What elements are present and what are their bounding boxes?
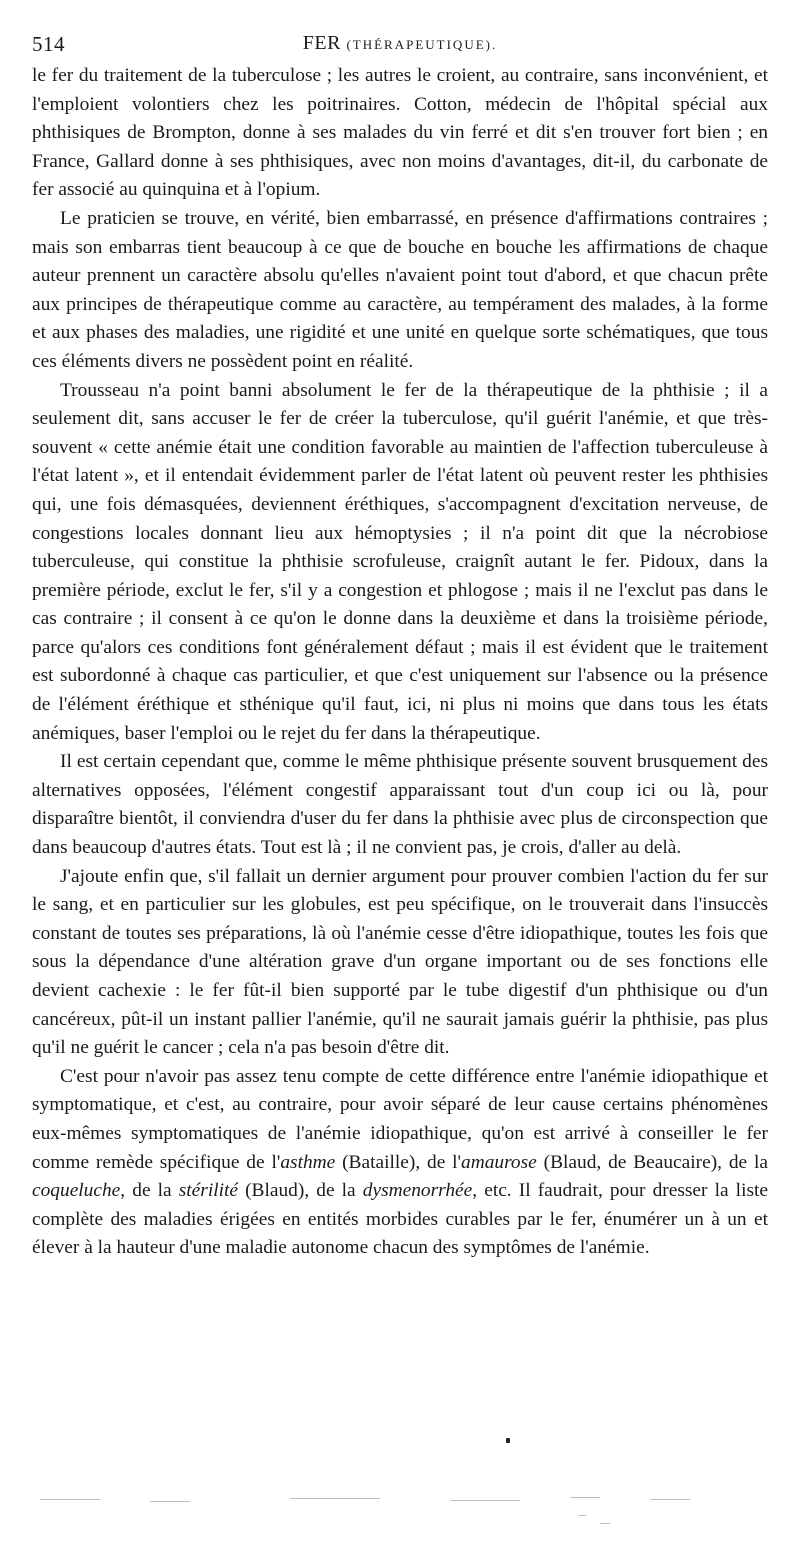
paragraph-6-text-c: (Blaud, de Beaucaire), de la — [536, 1151, 768, 1173]
paragraph-3: Trousseau n'a point banni absolument le fer de la thérapeutique de la phthisie ; il a seulement dit, sans accuser le fer de créer la tuberculose, qu'il guérit l'anémie, et que très-souvent « cette anémie était une condition favorable au maintien de l'affection tuberculeuse à l'état latent », et il entendait évidemment parler de l'état latent où peuvent rester les phthisies qui, une fois démasquées, deviennent éréthiques, s'accompagnent d'excitation nerveuse, de congestions locales donnant lieu aux hémoptysies ; il n'a point dit que la nécrobiose tuberculeuse, qui constitue la phthisie scrofuleuse, craignît autant le fer. Pidoux, dans la première période, exclut le fer, s'il y a congestion et phlogose ; mais il ne l'exclut pas dans le cas contraire ; il consent à ce qu'on le donne dans la deuxième et dans la troisième période, parce qu'alors ces conditions font généralement défaut ; mais il est évident que le traitement est subordonné à chaque cas particulier, et que c'est uniquement sur l'absence ou la présence de l'élément éréthique et sthénique qu'il faut, ici, ni plus ni moins que dans tous les états anémiques, baser l'emploi ou le rejet du fer dans la thérapeutique. — [32, 379, 768, 744]
paragraph-4: Il est certain cependant que, comme le même phthisique présente souvent brusquement des alternatives opposées, l'élément congestif apparaissant tout d'un coup ici ou là, pour disparaître bientôt, il conviendra d'user du fer dans la phthisie avec plus de circonspection que dans beaucoup d'autres états. Tout est là ; il ne convient pas, je crois, d'aller au delà. — [32, 751, 768, 859]
paragraph-6-text-b: (Bataille), de l' — [335, 1151, 462, 1173]
running-title-sub: (THÉRAPEUTIQUE). — [346, 37, 498, 52]
page-number: 514 — [32, 32, 65, 56]
term-dysmenorrhee: dysmenorrhée — [362, 1180, 473, 1202]
term-asthme: asthme — [280, 1151, 336, 1173]
paragraph-6-text-f: , etc. Il faudrait, pour dresser la liste complète des maladies érigées en entités morbides curables par le fer, énumérer un à un et élever à la hauteur d'une maladie autonome chacun des symptômes de l'anémie. — [32, 1180, 768, 1259]
scan-speck — [506, 1438, 510, 1443]
term-coqueluche: coqueluche — [32, 1180, 121, 1202]
scan-noise — [30, 1495, 770, 1535]
running-title-main: FER — [302, 32, 341, 54]
paragraph-2: Le praticien se trouve, en vérité, bien embarrassé, en présence d'affirmations contraires ; mais son embarras tient beaucoup à ce que de bouche en bouche les affirmations de chaque auteur prennent un caractère absolu qu'elles n'avaient point tout d'abord, et que chacun prête aux principes de thérapeutique comme au caractère, au tempérament des malades, à la forme et aux phases des maladies, une rigidité et une unité en quelque sorte schématiques, que tous ces éléments divers ne possèdent point en réalité. — [32, 207, 768, 372]
body-text — [32, 62, 768, 1263]
term-sterilite: stérilité — [178, 1180, 238, 1202]
paragraph-6 — [32, 1063, 768, 1263]
paragraph-6-text-a: C'est pour n'avoir pas assez tenu compte de cette différence entre l'anémie idiopathique et symptomatique, et c'est, au contraire, pour avoir séparé de leur cause certains phénomènes eux-mêmes symptomatiques de l'anémie idiopathique, qu'on est arrivé à conseiller le fer comme remède spécifique de l' — [32, 1065, 768, 1173]
paragraph-6-text-e: (Blaud), de la — [237, 1180, 363, 1202]
paragraph-5: J'ajoute enfin que, s'il fallait un dernier argument pour prouver combien l'action du fer sur le sang, et en particulier sur les globules, est peu spécifique, on le trouverait dans l'insuccès constant de toutes ses préparations, là où l'anémie cesse d'être idiopathique, toutes les fois que sous la dépendance d'une altération grave d'un organe important ou de ses fonctions elle devient cachexie : le fer fût-il bien supporté par le tube digestif d'un phthisique ou d'un cancéreux, pût-il un instant pallier l'anémie, qu'il ne saurait jamais guérir la phthisie, pas plus qu'il ne guérit le cancer ; cela n'a pas besoin d'être dit. — [32, 865, 768, 1059]
paragraph-6-text-d: , de la — [120, 1180, 179, 1202]
running-title — [32, 32, 768, 55]
document-page — [32, 28, 768, 1263]
term-amaurose: amaurose — [461, 1151, 537, 1173]
paragraph-1: le fer du traitement de la tuberculose ; les autres le croient, au contraire, sans inconvénient, et l'emploient volontiers chez les poitrinaires. Cotton, médecin de l'hôpital spécial aux phthisiques de Brompton, donne à ses malades du vin ferré et dit s'en trouver fort bien ; en France, Gallard donne à ses phthisiques, avec non moins d'avantages, dit-il, du carbonate de fer associé au quinquina et à l'opium. — [32, 65, 768, 201]
running-head — [32, 28, 768, 62]
